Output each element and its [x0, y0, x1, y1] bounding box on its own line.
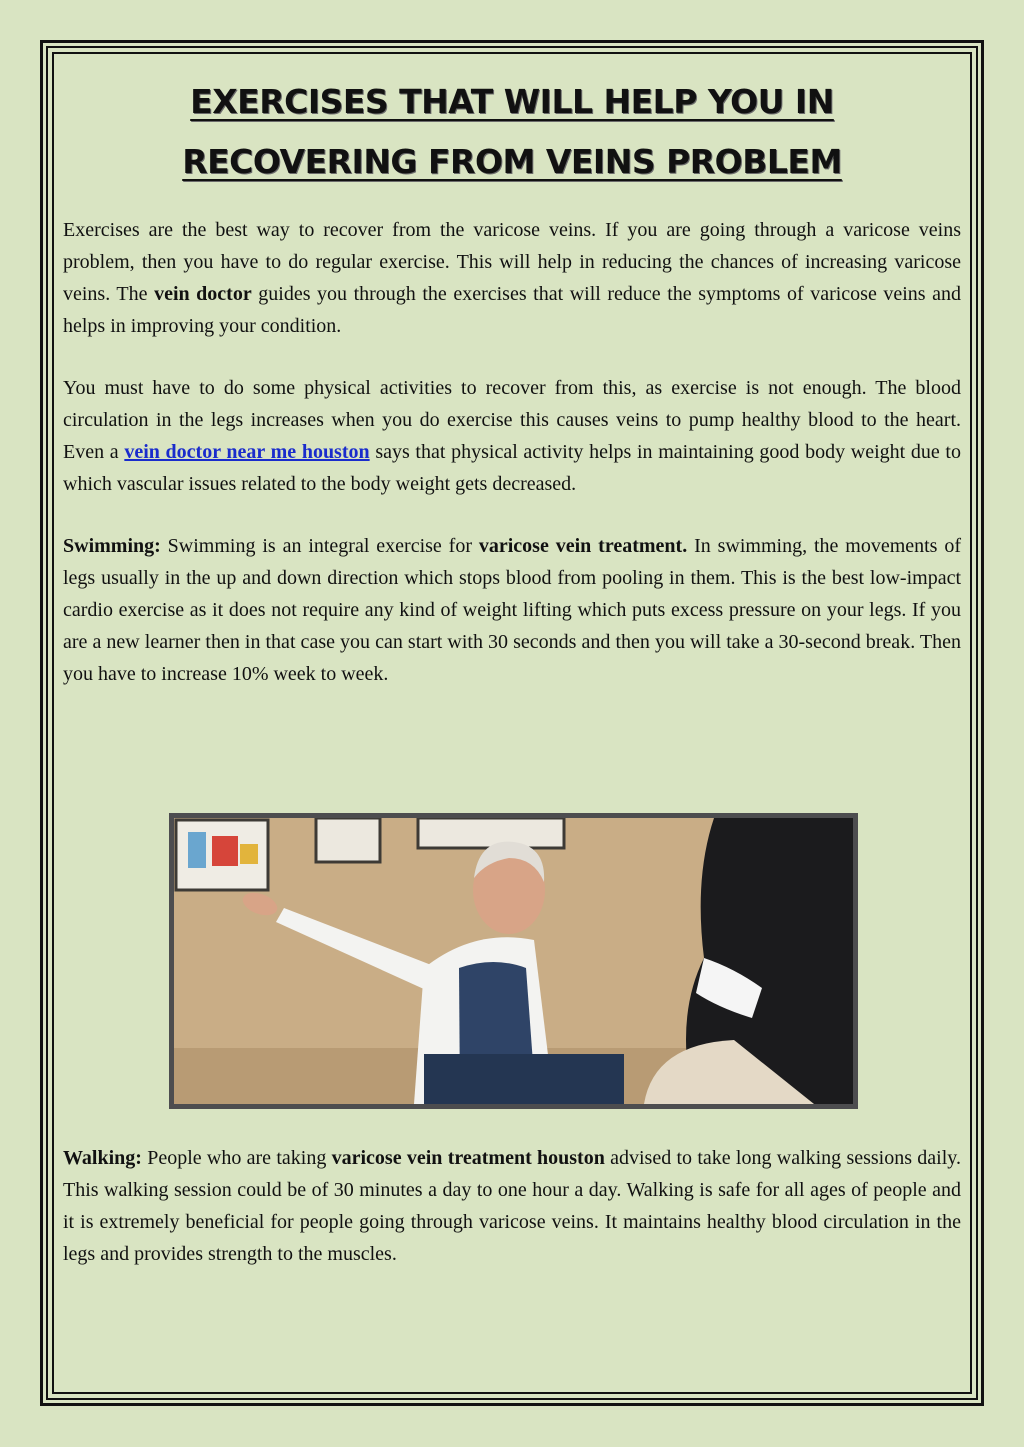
vein-doctor-bold: vein doctor: [154, 283, 252, 305]
paragraph-intro-text-1: Exercises are the best way to recover from the varicose veins. If you are going through a varicose veins problem, then you have to do regular exercise. This will help in reducing the chances of increasing varicose veins. The: [63, 219, 961, 305]
varicose-vein-treatment-houston-bold: varicose vein treatment houston: [331, 1147, 605, 1169]
vein-doctor-houston-link[interactable]: vein doctor near me houston: [124, 441, 370, 463]
varicose-vein-treatment-bold: varicose vein treatment.: [478, 535, 688, 557]
document-body: [63, 72, 961, 720]
paragraph-swimming: [63, 530, 961, 690]
paragraph-intro: [63, 214, 961, 342]
paragraph-physical-activity: [63, 372, 961, 500]
swimming-lead: Swimming:: [63, 535, 161, 557]
paragraph-activity-text-2: says that physical activity helps in maintaining good body weight due to which vascular issues related to the body weight gets decreased.: [63, 441, 961, 495]
doctor-consultation-photo: [169, 813, 858, 1109]
paragraph-activity-text-1: You must have to do some physical activities to recover from this, as exercise is not enough. The blood circulation in the legs increases when you do exercise this causes veins to pump healthy blood to the heart. Even a: [63, 377, 961, 463]
paragraph-intro-text-2: guides you through the exercises that will reduce the symptoms of varicose veins and helps in improving your condition.: [63, 283, 962, 337]
title-line-1: EXERCISES THAT WILL HELP YOU IN: [190, 82, 834, 121]
paragraph-walking-text-1: People who are taking: [141, 1147, 332, 1169]
paragraph-walking-text-2: advised to take long walking sessions daily. This walking session could be of 30 minutes a day to one hour a day. Walking is safe for all ages of people and it is extremely beneficial for people going through varicose veins. It maintains healthy blood circulation in the legs and provides strength to the muscles.: [63, 1147, 961, 1265]
paragraph-walking: [63, 1142, 961, 1270]
walking-lead: Walking:: [63, 1147, 142, 1169]
paragraph-swimming-text-2: In swimming, the movements of legs usually in the up and down direction which stops blood from pooling in them. This is the best low-impact cardio exercise as it does not require any kind of weight lifting which puts excess pressure on your legs. If you are a new learner then in that case you can start with 30 seconds and then you will take a 30-second break. Then you have to increase 10% week to week.: [63, 535, 962, 685]
paragraph-swimming-text-1: Swimming is an integral exercise for: [160, 535, 479, 557]
title-line-2: RECOVERING FROM VEINS PROBLEM: [182, 142, 842, 181]
document-title: [63, 72, 961, 192]
document-body-continued: [63, 1142, 961, 1300]
